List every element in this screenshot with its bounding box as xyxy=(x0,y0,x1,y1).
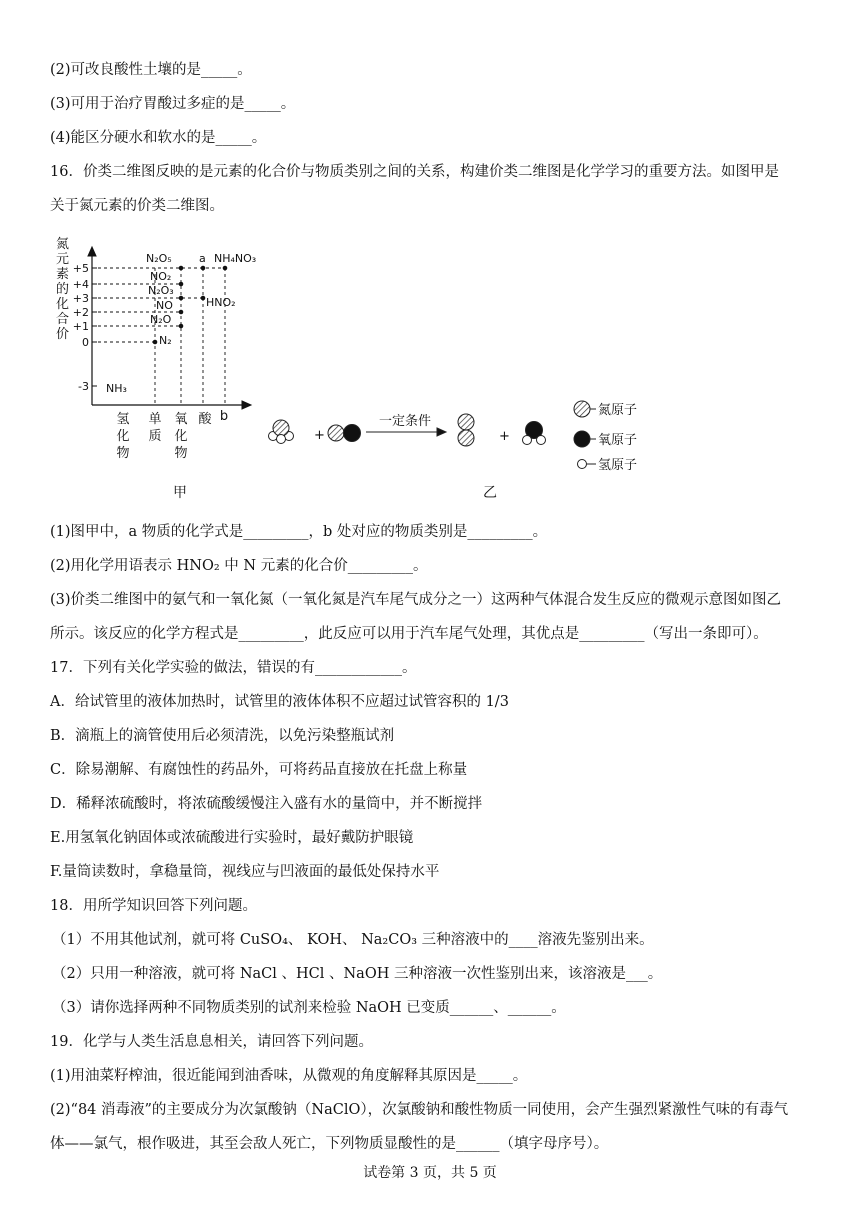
caption-jia: 甲 xyxy=(173,485,187,501)
point-a xyxy=(201,266,206,271)
x-axis-arrow xyxy=(242,401,251,409)
option-c: C．除易潮解、有腐蚀性的药品外，可将药品直接放在托盘上称量 xyxy=(50,762,468,778)
point-n2o xyxy=(179,324,184,329)
caption-yi: 乙 xyxy=(483,485,497,501)
legend-n-swatch xyxy=(574,401,590,417)
x-cat-char: 物 xyxy=(116,446,130,461)
label-nh3: NH₃ xyxy=(106,382,127,395)
x-cat-char: 氧 xyxy=(174,412,188,427)
point-n2o3 xyxy=(179,296,184,301)
x-cat-char: 化 xyxy=(174,429,188,444)
x-cat-char: 单 xyxy=(148,412,162,427)
y-axis-label xyxy=(56,237,69,342)
y-label-char: 素 xyxy=(56,267,70,282)
point-hno2 xyxy=(201,296,206,301)
n2-molecule xyxy=(458,414,474,446)
label-no2: NO₂ xyxy=(150,270,172,283)
y-tick: +3 xyxy=(72,292,89,305)
label-n2o: N₂O xyxy=(150,313,172,326)
text-l9: 所示。该反应的化学方程式是_________，此反应可以用于汽车尾气处理，其优点是_________（写出一条即可）。 xyxy=(50,626,768,642)
question-18-part2: （2）只用一种溶液，就可将 NaCl 、HCl 、NaOH 三种溶液一次性鉴别出来，该溶液是___。 xyxy=(52,966,663,982)
text-l2: (3)可用于治疗胃酸过多症的是_____。 xyxy=(50,96,296,112)
question-19-part2-cont: 体——氯气，根作吸进，其至会敌人死亡，下列物质显酸性的是______（填字母序号）。 xyxy=(50,1136,609,1152)
option-d: D．稀释浓硫酸时，将浓硫酸缓慢注入盛有水的量筒中，并不断搅拌 xyxy=(50,796,483,812)
legend-o-label: 氧原子 xyxy=(598,433,638,448)
x-cat-char: 酸 xyxy=(198,412,212,427)
y-label-char: 元 xyxy=(56,252,70,267)
y-tick: 0 xyxy=(82,336,89,349)
text-l1: (2)可改良酸性土壤的是_____。 xyxy=(50,62,252,78)
text-l3: (4)能区分硬水和软水的是_____。 xyxy=(50,130,267,146)
reaction-condition: 一定条件 xyxy=(378,414,432,429)
option-b: B．滴瓶上的滴管使用后必须清洗，以免污染整瓶试剂 xyxy=(50,728,395,744)
figure-area xyxy=(0,0,860,510)
x-cat-char: 质 xyxy=(148,429,162,444)
option-e: E.用氢氧化钠固体或浓硫酸进行实验时，最好戴防护眼镜 xyxy=(50,830,414,846)
point-n2o5 xyxy=(179,266,184,271)
point-no xyxy=(179,310,184,315)
option-a: A．给试管里的液体加热时，试管里的液体体积不应超过试管容积的 1/3 xyxy=(50,694,509,710)
question-19-stem: 19．化学与人类生活息息相关，请回答下列问题。 xyxy=(50,1034,373,1050)
legend-h-label: 氢原子 xyxy=(598,458,638,473)
legend xyxy=(574,401,596,469)
x-cat-char: 化 xyxy=(116,429,130,444)
question-18-stem: 18．用所学知识回答下列问题。 xyxy=(50,898,257,914)
y-tick: +5 xyxy=(72,262,89,275)
y-tick: -3 xyxy=(78,380,89,393)
question-16-stem-cont: 关于氮元素的价类二维图。 xyxy=(50,198,224,214)
question-16-stem: 16．价类二维图反映的是元素的化合价与物质类别之间的关系，构建价类二维图是化学学习的重要方法。如图甲是 xyxy=(50,164,779,180)
question-18-part1: （1）不用其他试剂，就可将 CuSO₄、 KOH、 Na₂CO₃ 三种溶液中的____溶液先鉴别出来。 xyxy=(52,932,654,948)
text-l6: (1)图甲中，a 物质的化学式是_________，b 处对应的物质类别是_________。 xyxy=(50,524,548,540)
label-n2: N₂ xyxy=(159,334,172,347)
x-cat-char: 物 xyxy=(174,446,188,461)
legend-o-swatch xyxy=(574,431,590,447)
plus-sign: + xyxy=(314,428,325,443)
plus-sign: + xyxy=(499,429,510,444)
y-label-char: 价 xyxy=(56,327,70,342)
x-cat-char: 氢 xyxy=(116,412,130,427)
legend-n-label: 氮原子 xyxy=(598,403,638,418)
label-a: a xyxy=(199,252,206,265)
y-label-char: 合 xyxy=(56,312,70,327)
page-footer: 试卷第 3 页，共 5 页 xyxy=(363,1165,497,1181)
reaction-arrow-head xyxy=(437,428,446,436)
label-n2o5: N₂O₅ xyxy=(146,252,172,265)
option-f: F.量筒读数时，拿稳量筒，视线应与凹液面的最低处保持水平 xyxy=(50,864,440,880)
label-n2o3: N₂O₃ xyxy=(148,284,174,297)
question-18-part3: （3）请你选择两种不同物质类别的试剂来检验 NaOH 已变质______、______。 xyxy=(52,1000,566,1016)
label-hno2: HNO₂ xyxy=(206,296,236,309)
legend-h-swatch xyxy=(578,460,587,469)
y-tick: +2 xyxy=(72,306,89,319)
point-nh4no3 xyxy=(223,266,228,271)
figure-yi xyxy=(269,401,638,473)
text-l8: (3)价类二维图中的氨气和一氧化氮（一氧化氮是汽车尾气成分之一）这两种气体混合发生反应的微观示意图如图乙 xyxy=(50,592,782,608)
point-no2 xyxy=(179,282,184,287)
y-label-char: 化 xyxy=(56,297,70,312)
y-label-char: 氮 xyxy=(56,237,70,252)
y-tick: +4 xyxy=(72,278,89,291)
question-17-stem: 17．下列有关化学实验的做法，错误的有____________。 xyxy=(50,660,417,676)
no-molecule xyxy=(328,425,361,442)
point-n2 xyxy=(153,340,158,345)
x-category-labels xyxy=(116,409,228,461)
nh3-molecule xyxy=(269,420,294,444)
question-19-part2: (2)“84 消毒液”的主要成分为次氯酸钠（NaClO），次氯酸钠和酸性物质一同使用，会产生强烈紧激性气味的有毒气 xyxy=(50,1102,789,1118)
y-axis-arrow xyxy=(88,247,96,256)
text-l7: (2)用化学用语表示 HNO₂ 中 N 元素的化合价_________。 xyxy=(50,558,428,574)
question-19-part1: (1)用油菜籽榨油，很近能闻到油香味，从微观的角度解释其原因是_____。 xyxy=(50,1068,528,1084)
x-cat-char: b xyxy=(219,409,229,424)
y-tick-labels xyxy=(73,262,89,393)
h2o-molecule xyxy=(523,422,546,445)
label-nh4no3: NH₄NO₃ xyxy=(214,252,257,265)
label-no: NO xyxy=(156,299,173,312)
y-label-char: 的 xyxy=(56,282,70,297)
y-tick: +1 xyxy=(72,320,89,333)
